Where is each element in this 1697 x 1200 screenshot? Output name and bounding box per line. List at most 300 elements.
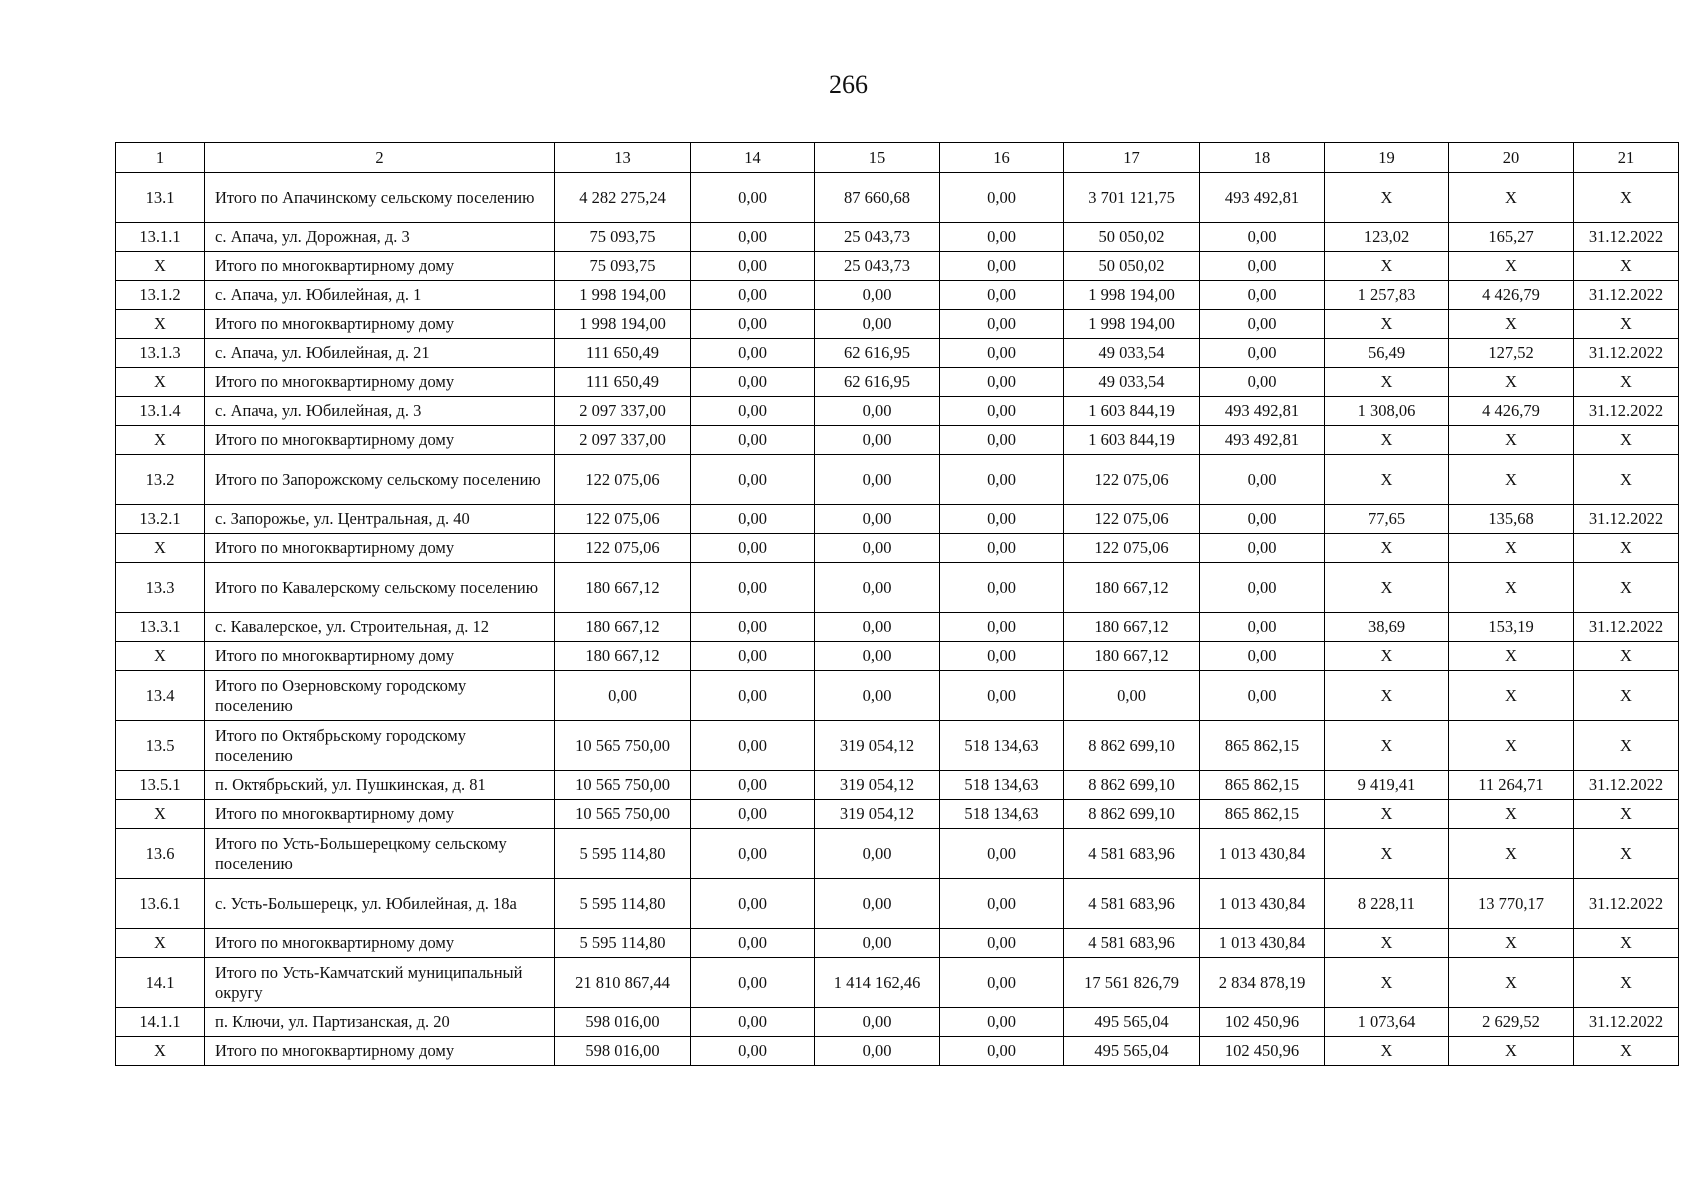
table-cell: 518 134,63 [940, 721, 1064, 771]
table-cell: 0,00 [691, 721, 815, 771]
table-cell: 13 770,17 [1449, 879, 1574, 929]
table-cell: X [1574, 958, 1679, 1008]
table-cell: 111 650,49 [555, 368, 691, 397]
table-cell: 1 073,64 [1325, 1008, 1449, 1037]
table-cell: 122 075,06 [1064, 455, 1200, 505]
table-cell: X [1574, 252, 1679, 281]
table-cell: 4 426,79 [1449, 281, 1574, 310]
row-number-cell: 13.6.1 [116, 879, 205, 929]
table-row [116, 958, 1679, 1008]
row-number-cell: X [116, 310, 205, 339]
table-cell: 31.12.2022 [1574, 505, 1679, 534]
table-cell: 17 561 826,79 [1064, 958, 1200, 1008]
table-row [116, 252, 1679, 281]
table-row [116, 563, 1679, 613]
table-cell: 0,00 [691, 505, 815, 534]
table-cell: 8 862 699,10 [1064, 721, 1200, 771]
row-name-cell: Итого по многоквартирному дому [205, 252, 555, 281]
row-number-cell: 14.1 [116, 958, 205, 1008]
table-cell: X [1325, 534, 1449, 563]
table-cell: 2 834 878,19 [1200, 958, 1325, 1008]
row-name-cell: п. Ключи, ул. Партизанская, д. 20 [205, 1008, 555, 1037]
table-cell: 493 492,81 [1200, 173, 1325, 223]
row-number-cell: 13.1 [116, 173, 205, 223]
table-cell: 122 075,06 [555, 534, 691, 563]
table-cell: 0,00 [555, 671, 691, 721]
table-cell: 598 016,00 [555, 1037, 691, 1066]
table-cell: 0,00 [691, 339, 815, 368]
row-number-cell: X [116, 929, 205, 958]
table-cell: 0,00 [940, 1037, 1064, 1066]
column-header: 17 [1064, 143, 1200, 173]
table-cell: 2 629,52 [1449, 1008, 1574, 1037]
table-cell: 0,00 [1200, 310, 1325, 339]
table-cell: X [1449, 929, 1574, 958]
table-cell: 135,68 [1449, 505, 1574, 534]
table-cell: 1 998 194,00 [555, 310, 691, 339]
row-number-cell: X [116, 368, 205, 397]
table-cell: X [1325, 958, 1449, 1008]
table-cell: 122 075,06 [1064, 534, 1200, 563]
table-row [116, 671, 1679, 721]
row-name-cell: Итого по многоквартирному дому [205, 534, 555, 563]
row-name-cell: Итого по Усть-Камчатский муниципальный округу [205, 958, 555, 1008]
table-cell: X [1449, 252, 1574, 281]
table-cell: 0,00 [815, 426, 940, 455]
table-cell: X [1325, 929, 1449, 958]
table-cell: 180 667,12 [1064, 613, 1200, 642]
table-cell: 0,00 [815, 929, 940, 958]
table-cell: 0,00 [940, 534, 1064, 563]
table-cell: X [1449, 1037, 1574, 1066]
table-cell: 0,00 [940, 505, 1064, 534]
table-cell: 102 450,96 [1200, 1008, 1325, 1037]
table-cell: 31.12.2022 [1574, 339, 1679, 368]
table-cell: 0,00 [940, 879, 1064, 929]
table-cell: 180 667,12 [1064, 642, 1200, 671]
table-cell: 180 667,12 [555, 613, 691, 642]
table-cell: 5 595 114,80 [555, 929, 691, 958]
table-cell: X [1449, 721, 1574, 771]
table-cell: 0,00 [815, 1008, 940, 1037]
table-cell: 31.12.2022 [1574, 397, 1679, 426]
table-cell: 153,19 [1449, 613, 1574, 642]
row-name-cell: Итого по многоквартирному дому [205, 642, 555, 671]
table-row [116, 1008, 1679, 1037]
table-cell: 865 862,15 [1200, 800, 1325, 829]
table-cell: 493 492,81 [1200, 426, 1325, 455]
table-cell: 0,00 [940, 368, 1064, 397]
table-cell: 0,00 [691, 771, 815, 800]
table-cell: 123,02 [1325, 223, 1449, 252]
table-cell: 4 282 275,24 [555, 173, 691, 223]
table-cell: X [1325, 455, 1449, 505]
table-cell: 10 565 750,00 [555, 721, 691, 771]
table-cell: 493 492,81 [1200, 397, 1325, 426]
table-cell: 10 565 750,00 [555, 800, 691, 829]
table-cell: 0,00 [815, 563, 940, 613]
table-row [116, 829, 1679, 879]
row-name-cell: Итого по многоквартирному дому [205, 368, 555, 397]
column-header: 14 [691, 143, 815, 173]
table-cell: 0,00 [940, 671, 1064, 721]
table-cell: 127,52 [1449, 339, 1574, 368]
table-cell: 31.12.2022 [1574, 613, 1679, 642]
table-cell: 1 013 430,84 [1200, 879, 1325, 929]
table-cell: 0,00 [815, 1037, 940, 1066]
table-cell: 0,00 [815, 642, 940, 671]
table-cell: 111 650,49 [555, 339, 691, 368]
table-cell: 495 565,04 [1064, 1008, 1200, 1037]
table-cell: 0,00 [940, 310, 1064, 339]
table-row [116, 800, 1679, 829]
table-cell: 4 581 683,96 [1064, 929, 1200, 958]
table-cell: X [1449, 642, 1574, 671]
table-cell: 0,00 [815, 397, 940, 426]
table-row [116, 879, 1679, 929]
table-cell: 0,00 [1200, 281, 1325, 310]
table-row [116, 397, 1679, 426]
table-cell: 0,00 [815, 829, 940, 879]
table-cell: 0,00 [1200, 368, 1325, 397]
table-cell: 2 097 337,00 [555, 397, 691, 426]
table-cell: 319 054,12 [815, 721, 940, 771]
table-cell: 3 701 121,75 [1064, 173, 1200, 223]
table-cell: 31.12.2022 [1574, 879, 1679, 929]
column-header: 21 [1574, 143, 1679, 173]
table-cell: X [1574, 368, 1679, 397]
page-number: 266 [829, 70, 868, 99]
table-cell: 1 013 430,84 [1200, 829, 1325, 879]
table-cell: 0,00 [691, 455, 815, 505]
table-cell: X [1449, 455, 1574, 505]
table-cell: X [1449, 534, 1574, 563]
table-cell: 1 257,83 [1325, 281, 1449, 310]
table-cell: X [1574, 929, 1679, 958]
table-cell: X [1449, 310, 1574, 339]
row-number-cell: X [116, 252, 205, 281]
table-cell: 0,00 [691, 368, 815, 397]
table-cell: 598 016,00 [555, 1008, 691, 1037]
table-cell: 0,00 [815, 281, 940, 310]
table-cell: 5 595 114,80 [555, 879, 691, 929]
table-cell: 87 660,68 [815, 173, 940, 223]
table-cell: X [1574, 310, 1679, 339]
table-cell: 0,00 [691, 223, 815, 252]
table-row [116, 534, 1679, 563]
table-cell: X [1325, 671, 1449, 721]
table-cell: 0,00 [691, 879, 815, 929]
row-number-cell: 13.4 [116, 671, 205, 721]
table-cell: 0,00 [940, 958, 1064, 1008]
table-cell: 56,49 [1325, 339, 1449, 368]
table-cell: X [1574, 721, 1679, 771]
table-cell: 319 054,12 [815, 800, 940, 829]
table-cell: X [1574, 671, 1679, 721]
table-row [116, 368, 1679, 397]
table-cell: 0,00 [1200, 505, 1325, 534]
table-cell: X [1325, 563, 1449, 613]
table-cell: 0,00 [691, 397, 815, 426]
table-cell: 0,00 [691, 310, 815, 339]
table-cell: 75 093,75 [555, 223, 691, 252]
table-cell: 49 033,54 [1064, 339, 1200, 368]
row-number-cell: X [116, 800, 205, 829]
table-cell: X [1325, 310, 1449, 339]
table-row [116, 339, 1679, 368]
table-cell: X [1325, 426, 1449, 455]
table-cell: 0,00 [815, 879, 940, 929]
row-number-cell: 13.3 [116, 563, 205, 613]
table-cell: 21 810 867,44 [555, 958, 691, 1008]
column-header: 19 [1325, 143, 1449, 173]
table-cell: X [1449, 829, 1574, 879]
table-row [116, 426, 1679, 455]
table-cell: X [1449, 563, 1574, 613]
table-cell: X [1574, 426, 1679, 455]
table-cell: 1 603 844,19 [1064, 426, 1200, 455]
table-cell: X [1574, 455, 1679, 505]
table-row [116, 929, 1679, 958]
table-cell: 865 862,15 [1200, 771, 1325, 800]
row-number-cell: 13.3.1 [116, 613, 205, 642]
table-cell: 0,00 [940, 829, 1064, 879]
table-cell: X [1325, 829, 1449, 879]
table-cell: 0,00 [691, 252, 815, 281]
column-header: 15 [815, 143, 940, 173]
table-cell: 180 667,12 [1064, 563, 1200, 613]
table-cell: 0,00 [691, 1008, 815, 1037]
table-cell: 865 862,15 [1200, 721, 1325, 771]
table-row [116, 505, 1679, 534]
row-name-cell: с. Кавалерское, ул. Строительная, д. 12 [205, 613, 555, 642]
table-cell: 122 075,06 [555, 505, 691, 534]
row-name-cell: Итого по многоквартирному дому [205, 1037, 555, 1066]
table-cell: 0,00 [815, 505, 940, 534]
table-cell: X [1449, 173, 1574, 223]
table-cell: 0,00 [691, 613, 815, 642]
table-cell: 0,00 [1200, 534, 1325, 563]
table-cell: X [1574, 563, 1679, 613]
row-name-cell: с. Апача, ул. Юбилейная, д. 3 [205, 397, 555, 426]
table-cell: 4 581 683,96 [1064, 829, 1200, 879]
table-cell: 0,00 [691, 563, 815, 613]
table-cell: 0,00 [1200, 671, 1325, 721]
table-row [116, 223, 1679, 252]
table-row [116, 721, 1679, 771]
row-number-cell: X [116, 426, 205, 455]
table-cell: 10 565 750,00 [555, 771, 691, 800]
table-cell: 0,00 [691, 929, 815, 958]
table-cell: 1 013 430,84 [1200, 929, 1325, 958]
table-cell: 0,00 [1200, 613, 1325, 642]
row-number-cell: 13.5.1 [116, 771, 205, 800]
table-cell: 180 667,12 [555, 642, 691, 671]
row-number-cell: 13.2 [116, 455, 205, 505]
table-cell: 0,00 [1200, 642, 1325, 671]
table-cell: 0,00 [691, 173, 815, 223]
table-cell: 5 595 114,80 [555, 829, 691, 879]
table-row [116, 642, 1679, 671]
table-cell: 0,00 [691, 281, 815, 310]
table-cell: 0,00 [815, 671, 940, 721]
column-header: 2 [205, 143, 555, 173]
table-cell: 319 054,12 [815, 771, 940, 800]
table-cell: 31.12.2022 [1574, 771, 1679, 800]
column-header: 13 [555, 143, 691, 173]
table-cell: 518 134,63 [940, 800, 1064, 829]
row-number-cell: 13.1.2 [116, 281, 205, 310]
table-cell: 0,00 [1064, 671, 1200, 721]
table-cell: 0,00 [691, 534, 815, 563]
row-name-cell: п. Октябрьский, ул. Пушкинская, д. 81 [205, 771, 555, 800]
table-cell: X [1325, 721, 1449, 771]
table-cell: 165,27 [1449, 223, 1574, 252]
table-cell: 25 043,73 [815, 252, 940, 281]
table-cell: 77,65 [1325, 505, 1449, 534]
table-cell: 1 308,06 [1325, 397, 1449, 426]
table-cell: 0,00 [940, 397, 1064, 426]
table-row [116, 173, 1679, 223]
table-cell: X [1574, 800, 1679, 829]
table-cell: 0,00 [940, 223, 1064, 252]
table-cell: 122 075,06 [555, 455, 691, 505]
table-cell: 50 050,02 [1064, 223, 1200, 252]
table-cell: 25 043,73 [815, 223, 940, 252]
table-cell: 62 616,95 [815, 368, 940, 397]
row-name-cell: с. Запорожье, ул. Центральная, д. 40 [205, 505, 555, 534]
table-row [116, 1037, 1679, 1066]
table-cell: 0,00 [940, 281, 1064, 310]
table-cell: 4 581 683,96 [1064, 879, 1200, 929]
row-name-cell: Итого по Озерновскому городскому поселению [205, 671, 555, 721]
column-header: 18 [1200, 143, 1325, 173]
table-cell: 1 998 194,00 [1064, 310, 1200, 339]
table-cell: X [1574, 534, 1679, 563]
row-name-cell: с. Апача, ул. Дорожная, д. 3 [205, 223, 555, 252]
table-cell: X [1574, 642, 1679, 671]
table-cell: 0,00 [940, 426, 1064, 455]
table-cell: 0,00 [940, 1008, 1064, 1037]
column-header: 20 [1449, 143, 1574, 173]
table-cell: 0,00 [940, 563, 1064, 613]
row-name-cell: с. Апача, ул. Юбилейная, д. 1 [205, 281, 555, 310]
table-cell: 31.12.2022 [1574, 281, 1679, 310]
table-cell: 0,00 [1200, 455, 1325, 505]
table-cell: 0,00 [940, 642, 1064, 671]
table-body [116, 173, 1679, 1066]
row-number-cell: 13.1.4 [116, 397, 205, 426]
row-number-cell: X [116, 642, 205, 671]
data-table [115, 142, 1679, 1066]
table-cell: 0,00 [691, 426, 815, 455]
table-cell: X [1325, 173, 1449, 223]
row-name-cell: Итого по Октябрьскому городскому поселению [205, 721, 555, 771]
table-cell: X [1325, 368, 1449, 397]
table-cell: 31.12.2022 [1574, 223, 1679, 252]
table-cell: 4 426,79 [1449, 397, 1574, 426]
header-row [116, 143, 1679, 173]
table-cell: 0,00 [815, 310, 940, 339]
table-cell: 0,00 [940, 339, 1064, 368]
table-cell: 0,00 [815, 613, 940, 642]
table-row [116, 281, 1679, 310]
table-cell: X [1449, 958, 1574, 1008]
table-cell: X [1574, 1037, 1679, 1066]
table-cell: X [1449, 426, 1574, 455]
table-cell: 495 565,04 [1064, 1037, 1200, 1066]
table-cell: X [1325, 800, 1449, 829]
row-name-cell: Итого по многоквартирному дому [205, 426, 555, 455]
table-cell: 0,00 [815, 455, 940, 505]
table-cell: 8 228,11 [1325, 879, 1449, 929]
row-name-cell: с. Апача, ул. Юбилейная, д. 21 [205, 339, 555, 368]
table-cell: 50 050,02 [1064, 252, 1200, 281]
table-cell: 9 419,41 [1325, 771, 1449, 800]
table-cell: 0,00 [691, 671, 815, 721]
table-cell: 0,00 [1200, 339, 1325, 368]
table-cell: X [1449, 800, 1574, 829]
table-cell: X [1325, 1037, 1449, 1066]
table-cell: 0,00 [940, 252, 1064, 281]
row-name-cell: с. Усть-Большерецк, ул. Юбилейная, д. 18а [205, 879, 555, 929]
table-cell: 1 998 194,00 [555, 281, 691, 310]
table-cell: 0,00 [691, 642, 815, 671]
table-cell: 31.12.2022 [1574, 1008, 1679, 1037]
row-number-cell: 13.5 [116, 721, 205, 771]
table-cell: 0,00 [1200, 252, 1325, 281]
column-header: 1 [116, 143, 205, 173]
table-cell: 1 603 844,19 [1064, 397, 1200, 426]
table-cell: 75 093,75 [555, 252, 691, 281]
row-number-cell: 14.1.1 [116, 1008, 205, 1037]
table-cell: 180 667,12 [555, 563, 691, 613]
row-name-cell: Итого по многоквартирному дому [205, 310, 555, 339]
table-cell: 49 033,54 [1064, 368, 1200, 397]
table-row [116, 310, 1679, 339]
table-cell: 0,00 [691, 1037, 815, 1066]
table-cell: 11 264,71 [1449, 771, 1574, 800]
table-cell: 0,00 [1200, 563, 1325, 613]
table-cell: 122 075,06 [1064, 505, 1200, 534]
table-cell: 0,00 [940, 929, 1064, 958]
row-number-cell: 13.1.3 [116, 339, 205, 368]
table-cell: 8 862 699,10 [1064, 771, 1200, 800]
row-number-cell: X [116, 534, 205, 563]
table-row [116, 455, 1679, 505]
row-name-cell: Итого по Кавалерскому сельскому поселению [205, 563, 555, 613]
table-cell: X [1325, 252, 1449, 281]
table-cell: 0,00 [940, 613, 1064, 642]
table-cell: 518 134,63 [940, 771, 1064, 800]
table-cell: X [1574, 829, 1679, 879]
table-cell: 1 414 162,46 [815, 958, 940, 1008]
row-name-cell: Итого по Усть-Большерецкому сельскому поселению [205, 829, 555, 879]
table-row [116, 613, 1679, 642]
table-cell: 0,00 [691, 829, 815, 879]
table-cell: 2 097 337,00 [555, 426, 691, 455]
table-cell: 0,00 [1200, 223, 1325, 252]
table-cell: 102 450,96 [1200, 1037, 1325, 1066]
table-cell: 0,00 [691, 800, 815, 829]
row-name-cell: Итого по многоквартирному дому [205, 929, 555, 958]
table-cell: X [1574, 173, 1679, 223]
table-cell: X [1325, 642, 1449, 671]
table-cell: X [1449, 671, 1574, 721]
row-number-cell: 13.6 [116, 829, 205, 879]
row-number-cell: 13.2.1 [116, 505, 205, 534]
table-cell: 0,00 [691, 958, 815, 1008]
